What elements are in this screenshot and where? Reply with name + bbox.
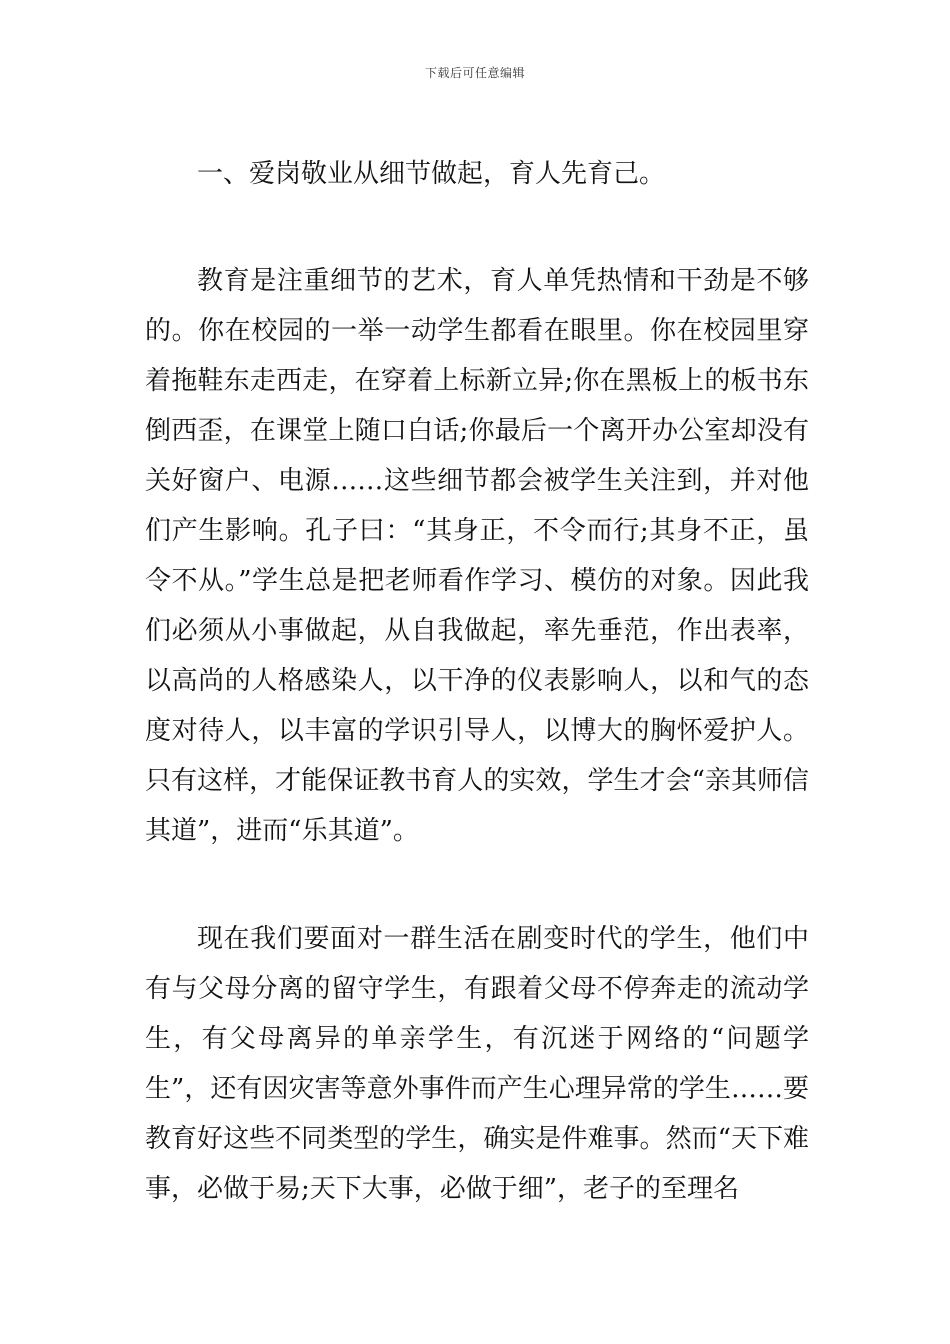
section-heading: 一、爱岗敬业从细节做起，育人先育己。 bbox=[197, 159, 666, 189]
paragraph-1: 教育是注重细节的艺术，育人单凭热情和干劲是不够的。你在校园的一举一动学生都看在眼里。你在校园里穿着拖鞋东走西走，在穿着上标新立异;你在黑板上的板书东倒西歪，在课堂上随口白话;你最后一个离开办公室却没有关好窗户、电源……这些细节都会被学生关注到，并对他们产生影响。孔子曰：“其身正，不令而行;其身不正，虽令不从。”学生总是把老师看作学习、模仿的对象。因此我们必须从小事做起，从自我做起，率先垂范，作出表率，以高尚的人格感染人，以干净的仪表影响人，以和气的态度对待人，以丰富的学识引导人，以博大的胸怀爱护人。只有这样，才能保证教书育人的实效，学生才会“亲其师信其道”，进而“乐其道”。 bbox=[145, 266, 809, 846]
paragraph-spacer bbox=[145, 856, 809, 914]
paragraph-2: 现在我们要面对一群生活在剧变时代的学生，他们中有与父母分离的留守学生，有跟着父母不停奔走的流动学生，有父母离异的单亲学生，有沉迷于网络的“问题学生”，还有因灾害等意外事件而产生心理异常的学生……要教育好这些不同类型的学生，确实是件难事。然而“天下难事，必做于易;天下大事，必做于细”，老子的至理名 bbox=[145, 924, 809, 1204]
paragraph-spacer bbox=[145, 198, 809, 256]
document-body bbox=[145, 150, 809, 1214]
page-header-note: 下载后可任意编辑 bbox=[424, 66, 525, 80]
